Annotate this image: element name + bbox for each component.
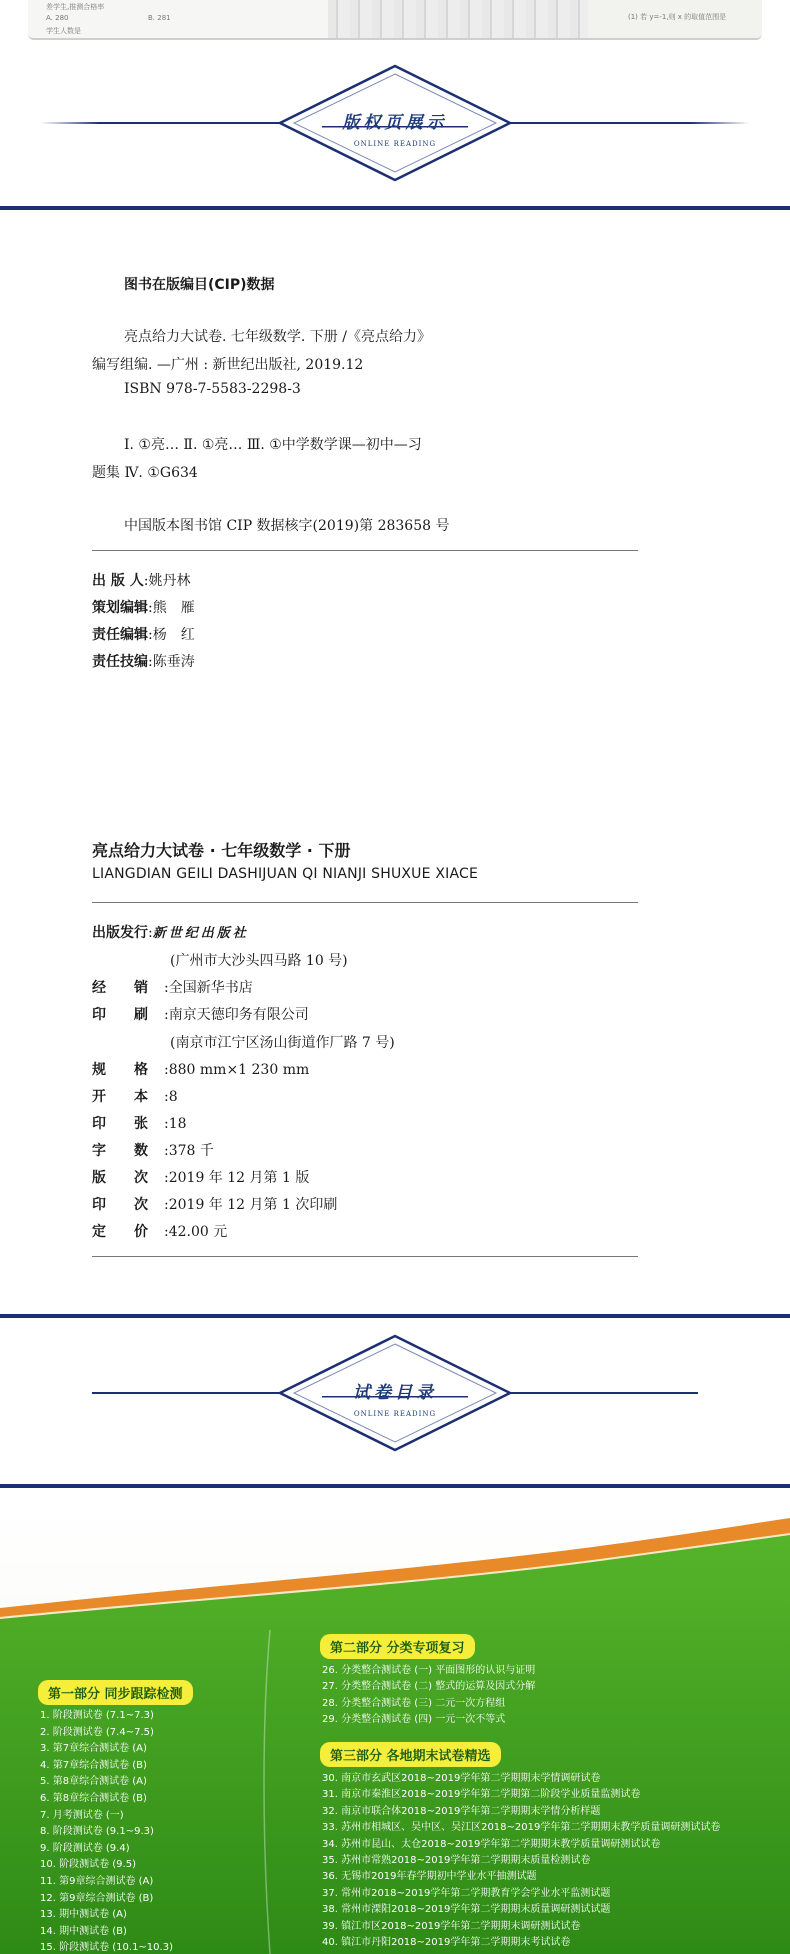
staff-value: 杨 红 xyxy=(152,627,195,643)
spec-value: 42.00 元 xyxy=(168,1224,228,1240)
book-photo-strip xyxy=(0,0,790,48)
staff-row: 策划编辑:熊 雁 xyxy=(92,597,195,617)
toc-item: 39. 镇江市区2018~2019学年第二学期期末调研测试试卷 xyxy=(322,1920,581,1932)
spec-value: 全国新华书店 xyxy=(168,980,253,996)
spec-label: 印 张 xyxy=(92,1116,148,1132)
toc-item: 10. 阶段测试卷 (9.5) xyxy=(40,1859,136,1871)
spec-row xyxy=(170,1032,395,1052)
banner-title: 版权页展示 xyxy=(342,113,448,133)
spec-value: 18 xyxy=(168,1116,187,1132)
section-divider xyxy=(0,1314,790,1318)
publisher-label: 出版发行 xyxy=(92,925,148,941)
toc-item: 11. 第9章综合测试卷 (A) xyxy=(40,1875,154,1887)
photo-text: B. 281 xyxy=(148,14,171,22)
spec-label: 开 本 xyxy=(92,1089,148,1105)
spec-value: 南京天德印务有限公司 xyxy=(168,1007,309,1023)
staff-row: 责任技编:陈垂涛 xyxy=(92,651,195,671)
spec-label: 版 次 xyxy=(92,1170,148,1186)
photo-text: (1) 若 y=-1,则 x 的取值范围是 xyxy=(628,13,727,21)
staff-value: 陈垂涛 xyxy=(152,654,195,670)
toc-item: 6. 第8章综合测试卷 (B) xyxy=(40,1792,147,1804)
spec-row: 定 价 :42.00 元 xyxy=(92,1221,227,1241)
spec-label: 经 销 xyxy=(92,980,148,996)
divider-line xyxy=(92,550,638,551)
spec-row: 印 刷 :南京天德印务有限公司 xyxy=(92,1004,309,1024)
book-title: 亮点给力大试卷 · 七年级数学 · 下册 xyxy=(92,841,351,860)
spec-value: (南京市江宁区汤山街道作厂路 7 号) xyxy=(170,1035,395,1051)
section-divider xyxy=(0,206,790,210)
toc-item: 5. 第8章综合测试卷 (A) xyxy=(40,1776,147,1788)
staff-label: 出 版 人 xyxy=(92,573,144,589)
staff-value: 熊 雁 xyxy=(152,600,195,616)
toc-item: 4. 第7章综合测试卷 (B) xyxy=(40,1759,147,1771)
divider-line xyxy=(92,902,638,903)
spec-label: 字 数 xyxy=(92,1143,148,1159)
spec-value: 2019 年 12 月第 1 次印刷 xyxy=(168,1197,338,1213)
spec-row: 经 销 :全国新华书店 xyxy=(92,977,253,997)
spec-value: 378 千 xyxy=(168,1143,214,1159)
toc-item: 36. 无锡市2019年春学期初中学业水平抽测试题 xyxy=(322,1871,537,1883)
publisher-address: (广州市大沙头四马路 10 号) xyxy=(170,953,348,969)
spec-value: 2019 年 12 月第 1 版 xyxy=(168,1170,310,1186)
cip-line: 中国版本图书馆 CIP 数据核字(2019)第 283658 号 xyxy=(124,518,450,534)
book-title-pinyin: LIANGDIAN GEILI DASHIJUAN QI NIANJI SHUXUE XIACE xyxy=(92,866,478,882)
staff-label: 责任技编 xyxy=(92,654,148,670)
banner-title: 试卷目录 xyxy=(353,1383,437,1403)
cip-line: 亮点给力大试卷. 七年级数学. 下册 /《亮点给力》 xyxy=(124,329,431,345)
toc-item: 9. 阶段测试卷 (9.4) xyxy=(40,1842,130,1854)
toc-item: 34. 苏州市昆山、太仓2018~2019学年第二学期期末教学质量调研测试试卷 xyxy=(322,1838,661,1850)
section-divider xyxy=(0,1484,790,1488)
publisher-row: 出版发行:新世纪出版社 xyxy=(92,922,249,942)
toc-item: 1. 阶段测试卷 (7.1~7.3) xyxy=(40,1710,154,1721)
toc-item: 29. 分类整合测试卷 (四) 一元一次不等式 xyxy=(322,1714,506,1726)
toc-item: 2. 阶段测试卷 (7.4~7.5) xyxy=(40,1726,154,1738)
toc-item: 15. 阶段测试卷 (10.1~10.3) xyxy=(40,1942,173,1954)
copyright-banner xyxy=(0,64,790,184)
toc-part2-list xyxy=(322,1663,782,1729)
toc-item: 30. 南京市玄武区2018~2019学年第二学期期末学情调研试卷 xyxy=(322,1773,601,1784)
toc-part1-list xyxy=(40,1708,290,1954)
contents-banner xyxy=(0,1334,790,1454)
staff-value: 姚丹林 xyxy=(148,573,191,589)
toc-item: 40. 镇江市丹阳2018~2019学年第二学期期末考试试卷 xyxy=(322,1936,571,1948)
toc-item: 35. 苏州市常熟2018~2019学年第二学期期末质量检测试卷 xyxy=(322,1854,591,1866)
banner-subtitle: ONLINE READING xyxy=(353,140,437,148)
staff-row: 责任编辑:杨 红 xyxy=(92,624,195,644)
book-photo xyxy=(28,0,762,40)
spec-row: 开 本 :8 xyxy=(92,1086,178,1106)
cip-line: 编写组编. —广州 : 新世纪出版社, 2019.12 xyxy=(92,357,364,373)
toc-item: 28. 分类整合测试卷 (三) 二元一次方程组 xyxy=(322,1697,506,1709)
toc-item: 33. 苏州市相城区、吴中区、吴江区2018~2019学年第二学期期末教学质量调研测试试卷 xyxy=(322,1822,721,1834)
toc-item: 26. 分类整合测试卷 (一) 平面图形的认识与证明 xyxy=(322,1665,536,1676)
toc-item: 3. 第7章综合测试卷 (A) xyxy=(40,1743,147,1755)
staff-label: 策划编辑 xyxy=(92,600,148,616)
spec-label: 印 次 xyxy=(92,1197,148,1213)
toc-item: 14. 期中测试卷 (B) xyxy=(40,1925,127,1937)
spec-label: 规 格 xyxy=(92,1062,148,1078)
cip-line: 题集 Ⅳ. ①G634 xyxy=(92,465,198,481)
toc-item: 27. 分类整合测试卷 (二) 整式的运算及因式分解 xyxy=(322,1681,536,1693)
spec-row: 印 次 :2019 年 12 月第 1 次印刷 xyxy=(92,1194,337,1214)
spec-label: 定 价 xyxy=(92,1224,148,1240)
divider-line xyxy=(92,1256,638,1257)
toc-item: 32. 南京市联合体2018~2019学年第二学期期末学情分析样题 xyxy=(322,1805,601,1817)
spec-row: 印 张 :18 xyxy=(92,1113,187,1133)
toc-item: 37. 常州市2018~2019学年第二学期教育学会学业水平监测试题 xyxy=(322,1887,611,1899)
spec-label: 印 刷 xyxy=(92,1007,148,1023)
spec-row: 规 格 :880 mm×1 230 mm xyxy=(92,1059,309,1079)
photo-text: 学生人数是 xyxy=(46,27,81,35)
toc-item: 38. 常州市溧阳2018~2019学年第二学期期末质量调研测试试题 xyxy=(322,1904,611,1916)
toc-item: 31. 南京市秦淮区2018~2019学年第二学期第二阶段学业质量监测试卷 xyxy=(322,1789,641,1801)
staff-row: 出 版 人:姚丹林 xyxy=(92,570,190,590)
photo-text: A. 280 xyxy=(46,14,69,22)
toc-item: 7. 月考测试卷 (一) xyxy=(40,1809,124,1821)
cip-heading: 图书在版编目(CIP)数据 xyxy=(124,277,275,293)
toc-item: 12. 第9章综合测试卷 (B) xyxy=(40,1892,154,1904)
photo-text: 差学生,推测合格率 xyxy=(46,3,105,11)
toc-item: 8. 阶段测试卷 (9.1~9.3) xyxy=(40,1826,154,1838)
banner-subtitle: ONLINE READING xyxy=(353,1410,437,1418)
toc-part3-list xyxy=(322,1771,782,1951)
spec-row: 版 次 :2019 年 12 月第 1 版 xyxy=(92,1167,309,1187)
publisher-calligraphy: 新世纪出版社 xyxy=(152,926,249,941)
book-page-fold xyxy=(328,0,588,40)
spec-value: 8 xyxy=(168,1089,178,1105)
toc-item: 13. 期中测试卷 (A) xyxy=(40,1909,127,1921)
toc-part3-label: 第三部分 各地期末试卷精选 xyxy=(320,1742,501,1767)
toc-part2-label: 第二部分 分类专项复习 xyxy=(320,1634,475,1659)
staff-label: 责任编辑 xyxy=(92,627,148,643)
toc-part1-label: 第一部分 同步跟踪检测 xyxy=(38,1680,193,1705)
spec-value: 880 mm×1 230 mm xyxy=(168,1062,310,1078)
spec-row: 字 数 :378 千 xyxy=(92,1140,214,1160)
cip-line: Ⅰ. ①亮… Ⅱ. ①亮… Ⅲ. ①中学数学课—初中—习 xyxy=(124,437,422,453)
cip-line: ISBN 978-7-5583-2298-3 xyxy=(124,381,301,397)
